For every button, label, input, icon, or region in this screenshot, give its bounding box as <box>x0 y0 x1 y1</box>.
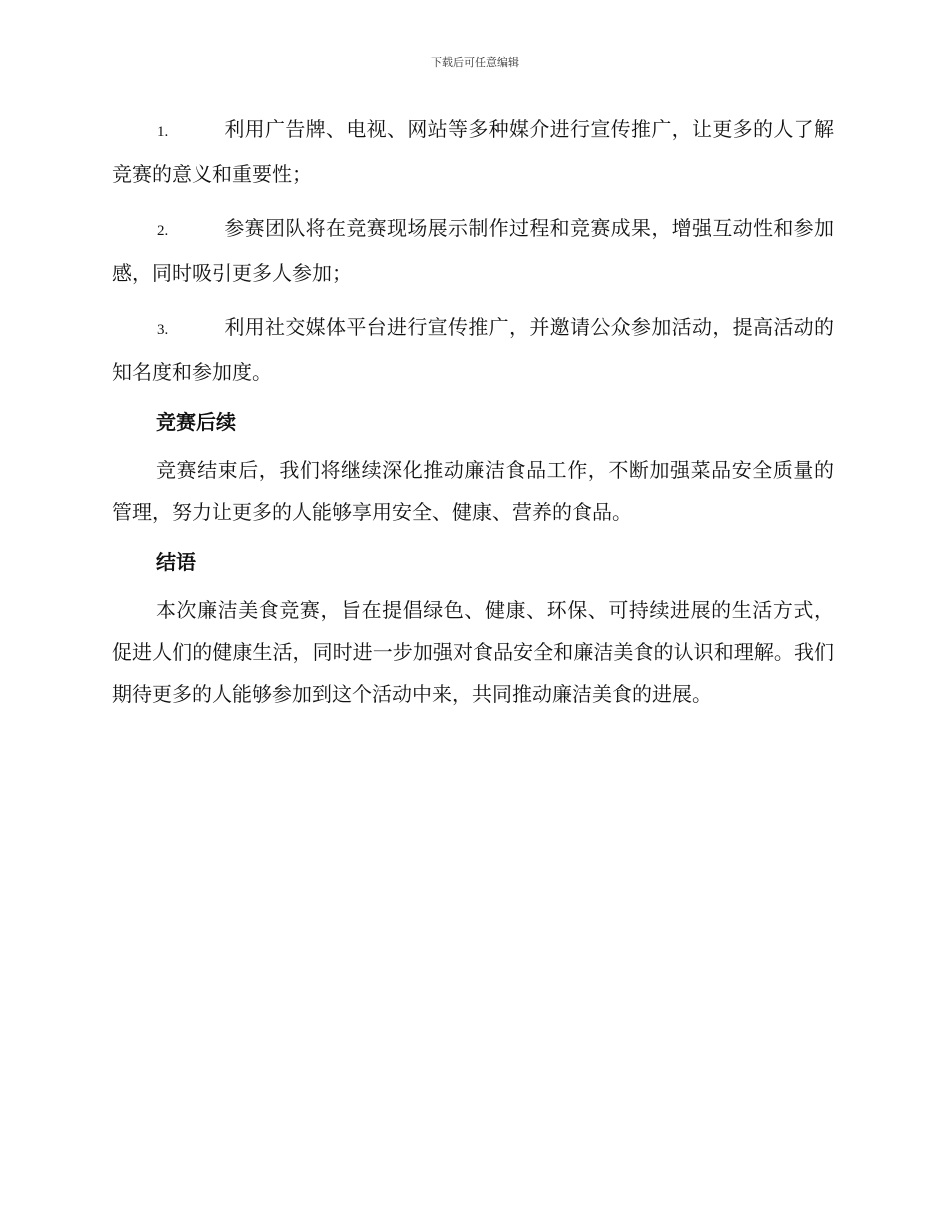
section-paragraph-conclusion: 本次廉洁美食竞赛，旨在提倡绿色、健康、环保、可持续进展的生活方式，促进人们的健康生活，同时进一步加强对食品安全和廉洁美食的认识和理解。我们期待更多的人能够参加到这个活动中来，共同推动廉洁美食的进展。 <box>112 598 834 706</box>
section-heading-follow-up: 竞赛后续 <box>156 410 236 434</box>
list-number: 3. <box>157 322 169 338</box>
list-text: 利用社交媒体平台进行宣传推广，并邀请公众参加活动，提高活动的知名度和参加度。 <box>112 315 834 384</box>
section-paragraph-follow-up: 竞赛结束后，我们将继续深化推动廉洁食品工作，不断加强菜品安全质量的管理，努力让更多的人能够享用安全、健康、营养的食品。 <box>112 458 834 524</box>
list-number: 2. <box>157 223 169 239</box>
section-heading-conclusion: 结语 <box>156 550 196 574</box>
list-number: 1. <box>157 124 169 140</box>
document-content <box>112 108 834 725</box>
list-text: 参赛团队将在竞赛现场展示制作过程和竞赛成果，增强互动性和参加感，同时吸引更多人参加； <box>112 216 834 285</box>
header-note: 下载后可任意编辑 <box>431 56 519 69</box>
list-item <box>112 306 834 393</box>
list-text: 利用广告牌、电视、网站等多种媒介进行宣传推广，让更多的人了解竞赛的意义和重要性； <box>112 117 834 186</box>
list-item <box>112 207 834 294</box>
list-item <box>112 108 834 195</box>
